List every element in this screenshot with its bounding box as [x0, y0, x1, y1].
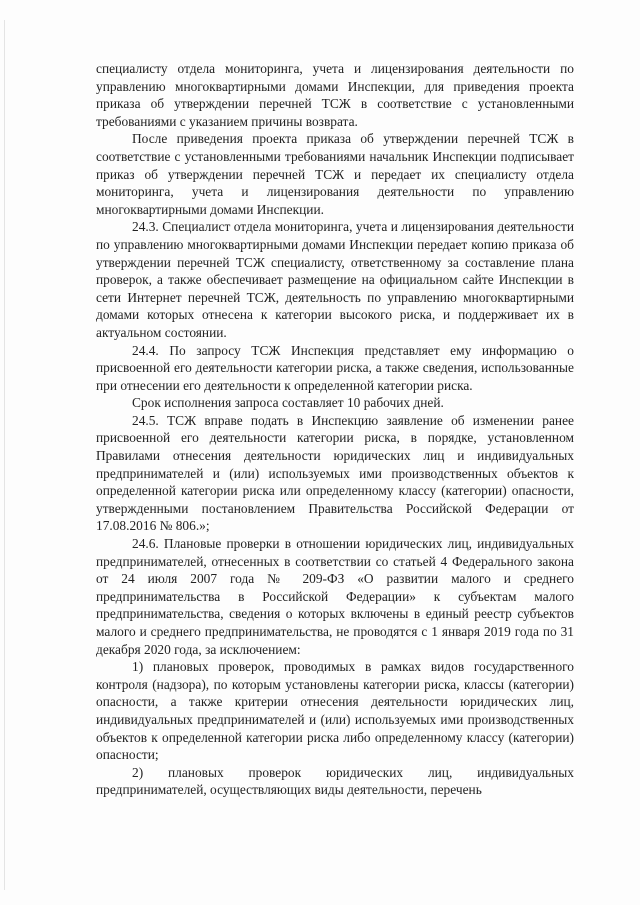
document-body: [96, 60, 574, 799]
list-item-2: 2) плановых проверок юридических лиц, индивидуальных предпринимателей, осуществляющих виды деятельности, перечень: [96, 764, 574, 798]
scan-margin-line: [4, 20, 5, 890]
paragraph-return-to-specialist: специалисту отдела мониторинга, учета и лицензирования деятельности по управлению многоквартирными домами Инспекции, для приведения проекта приказа об утверждении перечней ТСЖ в соответствие с установленными требованиями с указанием причины возврата.: [96, 61, 574, 129]
paragraph-24-5: 24.5. ТСЖ вправе подать в Инспекцию заявление об изменении ранее присвоенной его деятельности категории риска, в порядке, установленном Правилами отнесения деятельности юридических лиц и индивидуальных предпринимателей и (или) используемых ими производственных объектов к определенной категории риска или определенному классу (категории) опасности, утвержденными постановлением Правительства Российской Федерации от 17.08.2016 № 806.»;: [96, 412, 574, 534]
paragraph-24-4: 24.4. По запросу ТСЖ Инспекция представляет ему информацию о присвоенной его деятельности категории риска, а также сведения, использованные при отнесении его деятельности к определенной категории риска.: [96, 342, 574, 393]
list-item-1: 1) плановых проверок, проводимых в рамках видов государственного контроля (надзора), по которым установлены категории риска, классы (категории) опасности, а также критерии отнесения деятельности юридических лиц, индивидуальных предпринимателей и (или) используемых ими производственных объектов к определенной категории риска либо определенному классу (категории) опасности;: [96, 659, 574, 763]
paragraph-24-6: 24.6. Плановые проверки в отношении юридических лиц, индивидуальных предпринимателей, отнесенных в соответствии со статьей 4 Федерального закона от 24 июля 2007 года № 209-ФЗ «О развитии малого и среднего предпринимательства в Российской Федерации» к субъектам малого предпринимательства, сведения о которых включены в единый реестр субъектов малого и среднего предпринимательства, не проводятся с 1 января 2019 года по 31 декабря 2020 года, за исключением:: [96, 536, 574, 657]
paragraph-order-signing: После приведения проекта приказа об утверждении перечней ТСЖ в соответствие с установленными требованиями начальник Инспекции подписывает приказ об утверждении перечней ТСЖ и передает их специалисту отдела мониторинга, учета и лицензирования деятельности по управлению многоквартирными домами Инспекции.: [96, 131, 574, 217]
paragraph-request-deadline: Срок исполнения запроса составляет 10 рабочих дней.: [132, 395, 444, 411]
paragraph-24-3: 24.3. Специалист отдела мониторинга, учета и лицензирования деятельности по управлению многоквартирными домами Инспекции передает копию приказа об утверждении перечней ТСЖ специалисту, ответственному за составление плана проверок, а также обеспечивает размещение на официальном сайте Инспекции в сети Интернет перечней ТСЖ, деятельность по управлению многоквартирными домами которых отнесена к категории высокого риска, и поддерживает их в актуальном состоянии.: [96, 219, 574, 340]
